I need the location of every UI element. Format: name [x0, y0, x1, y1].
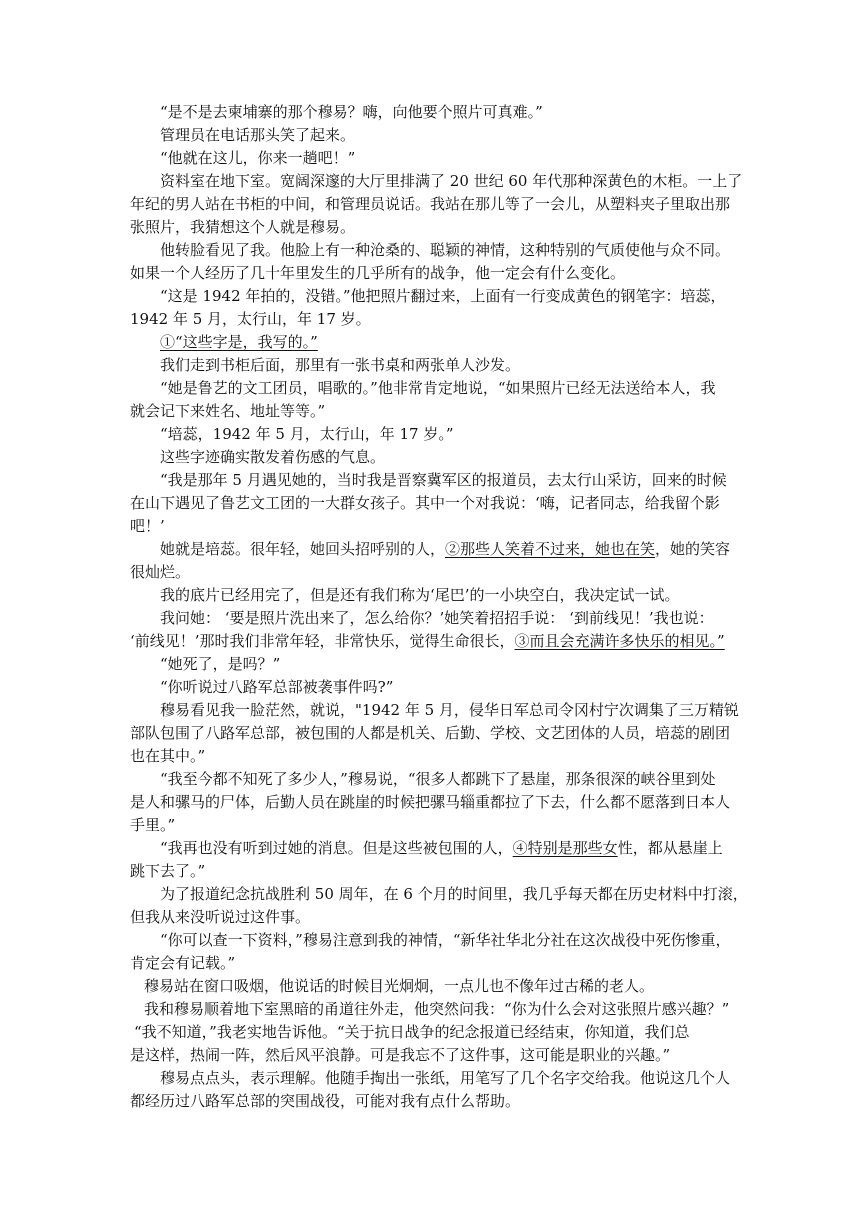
paragraph-line: 1942 年 5 月，太行山，年 17 岁。 — [130, 310, 371, 328]
paragraph-line: 手里。” — [130, 816, 176, 834]
paragraph: 资料室在地下室。宽阔深邃的大厅里排满了 20 世纪 60 年代那种深黄色的木柜。一上了 — [160, 172, 743, 190]
underlined-sentence-1: ①“这些字是，我写的。” — [160, 333, 318, 351]
paragraph: “他就在这儿，你来一趟吧！” — [160, 149, 356, 167]
paragraph: 我的底片已经用完了，但是还有我们称为‘尾巴’的一小块空白，我决定试一试。 — [160, 586, 680, 604]
paragraph: 管理员在电话那头笑了起来。 — [160, 126, 356, 144]
paragraph-line: 也在其中。” — [130, 747, 206, 765]
paragraph: 穆易看见我一脸茫然，就说，"1942 年 5 月，侵华日军总司令冈村宁次调集了三万精锐 — [160, 701, 739, 719]
paragraph: “是不是去柬埔寨的那个穆易？嗨，向他要个照片可真难。” — [160, 103, 543, 121]
paragraph: “我是那年 5 月遇见她的，当时我是晋察冀军区的报道员，去太行山采访，回来的时候 — [160, 471, 727, 489]
underlined-sentence-2: ②那些人笑着不过来，她也在笑 — [445, 540, 656, 558]
paragraph-line: 就会记下来姓名、地址等等。” — [130, 402, 326, 420]
paragraph: “培蕊，1942 年 5 月，太行山，年 17 岁。” — [160, 425, 454, 443]
paragraph: 为了报道纪念抗战胜利 50 周年，在 6 个月的时间里，我几乎每天都在历史材料中打滚， — [160, 885, 748, 903]
paragraph: 我问她： ‘要是照片洗出来了，怎么给你？’她笑着招招手说： ‘到前线见！’我也说： — [160, 609, 714, 627]
paragraph: “我不知道，”我老实地告诉他。“关于抗日战争的纪念报道已经结束，你知道，我们总 — [134, 1023, 690, 1041]
paragraph-line: ‘前线见！’那时我们非常年轻，非常快乐，觉得生命很长，③而且会充满许多快乐的相见。” — [130, 632, 725, 650]
paragraph: 穆易站在窗口吸烟，他说话的时候目光炯炯，一点儿也不像年过古稀的老人。 — [144, 977, 655, 995]
paragraph: “她死了，是吗？” — [160, 655, 281, 673]
paragraph-line: 是人和骡马的尸体，后勤人员在跳崖的时候把骡马辎重都拉了下去，什么都不愿落到日本人 — [130, 793, 731, 811]
paragraph-line: 都经历过八路军总部的突围战役，可能对我有点什么帮助。 — [130, 1092, 521, 1110]
paragraph: 我和穆易顺着地下室黑暗的甬道往外走，他突然问我：“你为什么会对这张照片感兴趣？” — [144, 1000, 730, 1018]
paragraph: 他转脸看见了我。他脸上有一种沧桑的、聪颖的神情，这种特别的气质使他与众不同。 — [160, 241, 731, 259]
paragraph-line: 但我从来没听说过这件事。 — [130, 908, 311, 926]
story-text — [130, 101, 748, 1113]
underlined-sentence-4: ④特别是那些女 — [512, 839, 618, 857]
paragraph-line: 是这样，热闹一阵，然后风平浪静。可是我忘不了这件事，这可能是职业的兴趣。” — [130, 1046, 671, 1064]
paragraph: “你可以查一下资料，”穆易注意到我的神情，“新华社华北分社在这次战役中死伤惨重， — [160, 931, 731, 949]
paragraph-line: 肯定会有记载。” — [130, 954, 236, 972]
paragraph: “我至今都不知死了多少人，”穆易说，“很多人都跳下了悬崖，那条很深的峡谷里到处 — [160, 770, 716, 788]
paragraph: “我再也没有听到过她的消息。但是这些被包围的人，④特别是那些女性，都从悬崖上 — [160, 839, 723, 857]
paragraph: 她就是培蕊。很年轻，她回头招呼别的人，②那些人笑着不过来，她也在笑，她的笑容 — [160, 540, 731, 558]
paragraph-line: 如果一个人经历了几十年里发生的几乎所有的战争，他一定会有什么变化。 — [130, 264, 626, 282]
paragraph-line: 跳下去了。” — [130, 862, 206, 880]
paragraph: 我们走到书柜后面，那里有一张书桌和两张单人沙发。 — [160, 356, 521, 374]
paragraph-line: 很灿烂。 — [130, 563, 191, 581]
paragraph-line: 部队包围了八路军总部，被包围的人都是机关、后勤、学校、文艺团体的人员，培蕊的剧团 — [130, 724, 731, 742]
paragraph: “她是鲁艺的文工团员，唱歌的。”他非常肯定地说，“如果照片已经无法送给本人，我 — [160, 379, 716, 397]
underlined-sentence-3: ③而且会充满许多快乐的相见。” — [514, 632, 725, 650]
paragraph-line: 吧！’ — [130, 517, 165, 535]
paragraph: 这些字迹确实散发着伤感的气息。 — [160, 448, 386, 466]
paragraph — [130, 331, 742, 354]
paragraph-line: 年纪的男人站在书柜的中间，和管理员说话。我站在那儿等了一会儿，从塑料夹子里取出那 — [130, 195, 731, 213]
paragraph: “这是 1942 年拍的，没错。”他把照片翻过来，上面有一行变成黄色的钢笔字：培蕊， — [160, 287, 726, 305]
paragraph-line: 张照片，我猜想这个人就是穆易。 — [130, 218, 356, 236]
paragraph: “你听说过八路军总部被袭事件吗?” — [160, 678, 394, 696]
paragraph-line: 在山下遇见了鲁艺文工团的一大群女孩子。其中一个对我说：‘嗨，记者同志，给我留个影 — [130, 494, 720, 512]
paragraph: 穆易点点头，表示理解。他随手掏出一张纸，用笔写了几个名字交给我。他说这几个人 — [160, 1069, 731, 1087]
